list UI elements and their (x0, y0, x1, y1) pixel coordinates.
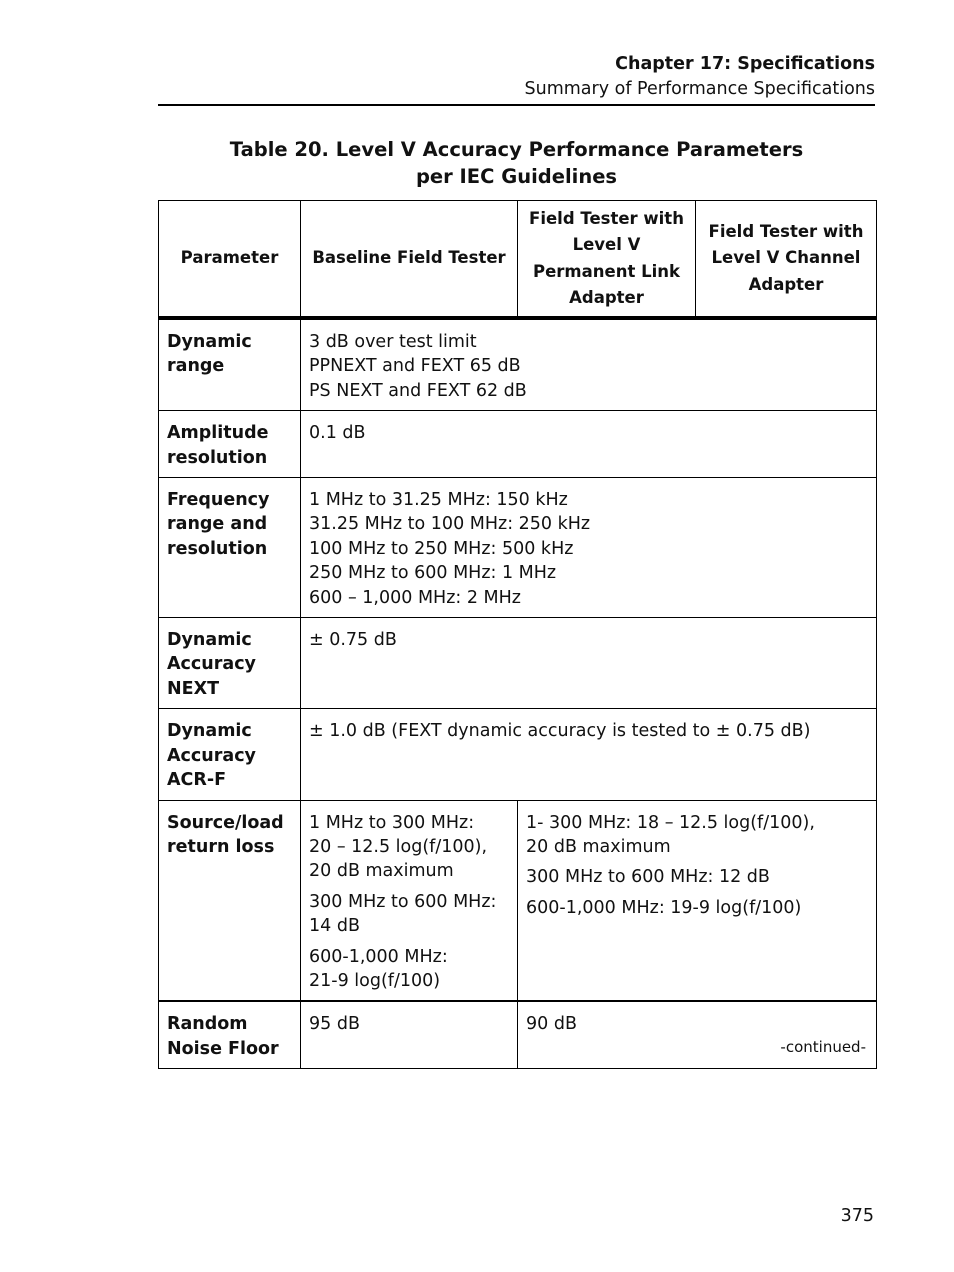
value-text: 600 – 1,000 MHz: 2 MHz (309, 587, 521, 608)
value-text: 300 MHz to 600 MHz: (309, 891, 497, 912)
table-header-row (159, 201, 877, 319)
value-text: 300 MHz to 600 MHz: 12 dB (526, 867, 770, 888)
chapter-title: Chapter 17: Specifications (615, 54, 875, 74)
param-cell (159, 411, 301, 478)
spec-table (158, 200, 877, 1069)
param-cell (159, 709, 301, 800)
value-text: 14 dB (309, 916, 360, 937)
param-text: return loss (167, 836, 275, 857)
value-text: 3 dB over test limit (309, 332, 477, 352)
value-text: 1- 300 MHz: 18 – 12.5 log(f/100), (526, 812, 815, 833)
param-text: Accuracy (167, 745, 256, 766)
param-text: Accuracy (167, 654, 256, 675)
value-text: 1 MHz to 300 MHz: (309, 812, 475, 833)
value-paragraph (526, 896, 868, 920)
table-row (159, 1001, 877, 1068)
page-number: 375 (840, 1206, 874, 1226)
value-text: 100 MHz to 250 MHz: 500 kHz (309, 538, 574, 559)
baseline-value-cell (301, 1001, 518, 1068)
table-row (159, 478, 877, 618)
param-text: resolution (167, 538, 268, 559)
param-cell (159, 478, 301, 618)
value-cell (301, 709, 877, 800)
param-text: Dynamic (167, 332, 252, 352)
table-row (159, 618, 877, 709)
value-paragraph (309, 811, 509, 884)
col-header-permanent-link: Field Tester with Level V Permanent Link Adapter (518, 201, 696, 319)
param-text: ACR-F (167, 770, 227, 791)
table-row (159, 318, 877, 411)
param-cell (159, 318, 301, 411)
continued-note: -continued- (780, 1038, 866, 1056)
value-cell (301, 318, 877, 411)
col-header-channel: Field Tester with Level V Channel Adapter (696, 201, 877, 319)
value-text: 90 dB (526, 1014, 577, 1035)
value-cell (301, 478, 877, 618)
param-text: Frequency (167, 490, 270, 511)
col-header-baseline: Baseline Field Tester (301, 201, 518, 319)
value-paragraph (309, 890, 509, 939)
value-paragraph (309, 945, 509, 994)
value-text: 20 dB maximum (526, 836, 671, 857)
value-text: 20 dB maximum (309, 861, 454, 882)
table-row (159, 709, 877, 800)
param-text: Random (167, 1014, 248, 1035)
param-text: range and (167, 514, 268, 535)
table-caption (158, 136, 875, 190)
caption-line-1: Table 20. Level V Accuracy Performance Parameters (229, 138, 804, 161)
param-text: range (167, 356, 225, 377)
value-text: 600-1,000 MHz: 19-9 log(f/100) (526, 897, 802, 918)
value-text: 95 dB (309, 1014, 360, 1035)
value-paragraph (526, 811, 868, 860)
running-header (158, 52, 875, 106)
param-cell (159, 618, 301, 709)
table-row (159, 411, 877, 478)
value-text: 31.25 MHz to 100 MHz: 250 kHz (309, 514, 591, 535)
param-cell (159, 1001, 301, 1068)
value-text: 600-1,000 MHz: (309, 946, 448, 967)
value-text: ± 0.75 dB (309, 630, 397, 651)
value-text: 250 MHz to 600 MHz: 1 MHz (309, 563, 557, 584)
adapter-value-cell (518, 800, 877, 1001)
value-text: 21-9 log(f/100) (309, 970, 441, 991)
table-row (159, 800, 877, 1001)
value-text: ± 1.0 dB (FEXT dynamic accuracy is tested to ± 0.75 dB) (309, 721, 811, 742)
param-text: resolution (167, 447, 268, 468)
value-text: 20 – 12.5 log(f/100), (309, 836, 488, 857)
value-text: PS NEXT and FEXT 62 dB (309, 380, 527, 401)
param-text: Dynamic (167, 721, 252, 742)
param-text: Noise Floor (167, 1038, 279, 1059)
param-text: Amplitude (167, 423, 269, 444)
param-text: NEXT (167, 678, 220, 699)
param-text: Source/load (167, 812, 284, 833)
value-text: 0.1 dB (309, 423, 366, 444)
value-cell (301, 411, 877, 478)
value-cell (301, 618, 877, 709)
section-title: Summary of Performance Specifications (524, 79, 875, 99)
param-text: Dynamic (167, 630, 252, 651)
param-cell (159, 800, 301, 1001)
value-text: 1 MHz to 31.25 MHz: 150 kHz (309, 490, 568, 511)
value-text: PPNEXT and FEXT 65 dB (309, 356, 521, 377)
baseline-value-cell (301, 800, 518, 1001)
col-header-parameter: Parameter (159, 201, 301, 319)
caption-line-2: per IEC Guidelines (415, 165, 618, 188)
adapter-value-cell (518, 1001, 877, 1068)
value-paragraph (526, 865, 868, 889)
